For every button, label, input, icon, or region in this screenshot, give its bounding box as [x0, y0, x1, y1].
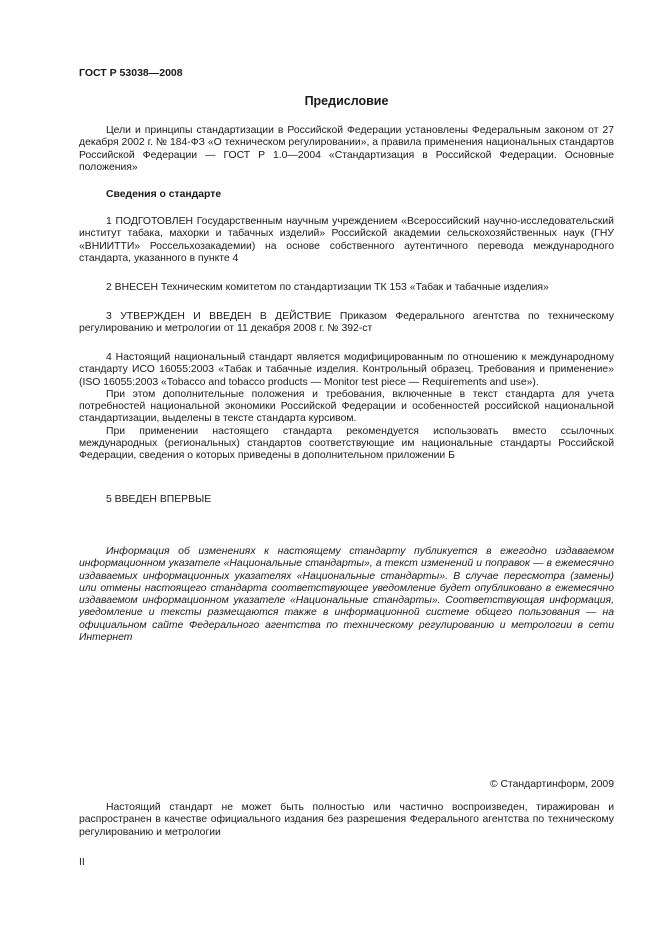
section-subheading: Сведения о стандарте	[106, 189, 222, 200]
item-text: 5 ВВЕДЕН ВПЕРВЫЕ	[106, 494, 212, 505]
notice-text: Информация об изменениях к настоящему стандарту публикуется в ежегодно издаваемом информационном указателе «Национальные стандарты», а текст изменений и поправок — в ежемесячно издаваемых информационных указателях «Национальные стандарты». В случае пересмотра (замены) или отмены настоящего стандарта соответствующее уведомление будет опубликовано в ежемесячно издаваемом информационном указателе «Национальные стандарты». Соответствующая информация, уведомление и тексты размещаются также в информационной системе общего пользования — на официальном сайте Федерального агентства по техническому регулированию и метрологии в сети Интернет	[79, 546, 614, 644]
page-number: II	[79, 857, 85, 868]
item-text: 2 ВНЕСЕН Техническим комитетом по стандартизации ТК 153 «Табак и табачные изделия»	[106, 282, 549, 293]
item-text: 1 ПОДГОТОВЛЕН Государственным научным учреждением «Всероссийский научно-исследовательский институт табака, махорки и табачных изделий» Российской академии сельскохозяйственных наук (ГНУ «ВНИИТТИ» Россельхозакадемии) на основе собственного аутентичного перевода международного стандарта, указанного в пункте 4	[79, 216, 614, 264]
copyright: © Стандартинформ, 2009	[489, 779, 614, 790]
item-text: При этом дополнительные положения и требования, включенные в текст стандарта для учета потребностей национальной экономики Российской Федерации и особенностей российской национальной стандартизации, выделены в тексте стандарта курсивом.	[79, 388, 614, 425]
item-5	[79, 494, 614, 506]
page-title: Предисловие	[304, 94, 389, 108]
intro-text: Цели и принципы стандартизации в Российской Федерации установлены Федеральным законом от 27 декабря 2002 г. № 184-ФЗ «О техническом регулировании», а правила применения национальных стандартов Российской Федерации — ГОСТ Р 1.0—2004 «Стандартизация в Российской Федерации. Основные положения»	[79, 125, 614, 173]
item-text: 4 Настоящий национальный стандарт является модифицированным по отношению к международному стандарту ИСО 16055:2003 «Табак и табачные изделия. Контрольный образец. Требования и применение» (ISO 16055:2003 «Tobacco and tobacco products — Monitor test piece — Requirements and use»).	[79, 352, 614, 388]
footer-text: Настоящий стандарт не может быть полностью или частично воспроизведен, тиражирован и распространен в качестве официального издания без разрешения Федерального агентства по техническому регулированию и метрологии	[79, 802, 614, 838]
item-3	[79, 311, 614, 336]
item-text: При применении настоящего стандарта рекомендуется использовать вместо ссылочных международных (региональных) стандартов соответствующие им национальные стандарты Российской Федерации, сведения о которых приведены в дополнительном приложении Б	[79, 425, 614, 462]
item-text: 3 УТВЕРЖДЕН И ВВЕДЕН В ДЕЙСТВИЕ Приказом Федерального агентства по техническому регулированию и метрологии от 11 декабря 2008 г. № 392-ст	[79, 311, 614, 335]
item-1	[79, 216, 614, 265]
notice-block	[79, 546, 614, 644]
item-4	[79, 352, 614, 463]
intro-paragraph	[79, 125, 614, 174]
document-header: ГОСТ Р 53038—2008	[79, 67, 183, 79]
item-2	[79, 282, 614, 294]
footer-block	[79, 802, 614, 839]
